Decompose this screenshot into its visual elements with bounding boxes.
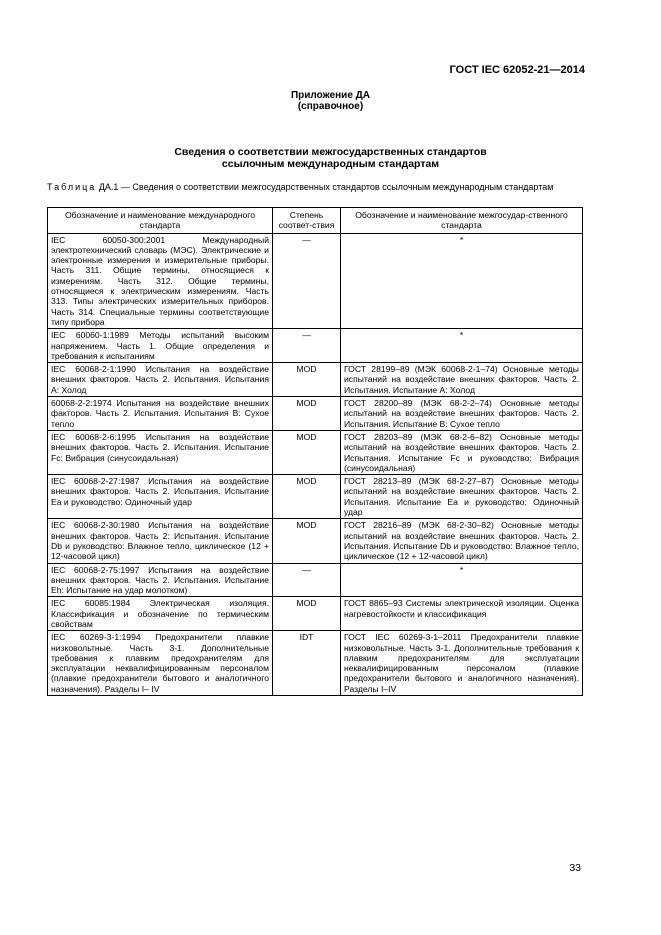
cell-international: IEC 60068-2-1:1990 Испытания на воздействие внешних факторов. Часть 2. Испытания. Испытания А: Холод	[48, 363, 273, 397]
cell-national: *	[341, 563, 583, 597]
cell-degree: MOD	[273, 430, 341, 474]
appendix-subtitle: (справочное)	[297, 101, 364, 112]
table-row	[48, 233, 583, 329]
cell-national: ГОСТ 8865–93 Системы электрической изоляции. Оценка нагревостойкости и классификация	[341, 597, 583, 631]
header-interstate-standard: Обозначение и наименование межгосудар-ственного стандарта	[341, 208, 583, 234]
table-row	[48, 631, 583, 696]
cell-national: ГОСТ 28199–89 (МЭК 60068-2-1–74) Основные методы испытаний на воздействие внешних факторов. Часть 2. Испытания. Испытание А: Холод	[341, 363, 583, 397]
table-row	[48, 329, 583, 363]
table-row	[48, 397, 583, 431]
cell-international: 60068-2-2:1974 Испытания на воздействие внешних факторов. Часть 2. Испытания. Испытания В: Сухое тепло	[48, 397, 273, 431]
cell-international: IEC 60068-2-75:1997 Испытания на воздействие внешних факторов. Часть 2. Испытания. Испытание Eh: Испытание на удар молотком)	[48, 563, 273, 597]
table-header-row	[48, 208, 583, 234]
appendix-title: Приложение ДА	[290, 90, 371, 101]
cell-degree: MOD	[273, 597, 341, 631]
cell-national: *	[341, 233, 583, 329]
table-row	[48, 519, 583, 563]
cell-degree: MOD	[273, 475, 341, 519]
section-title-line1: Сведения о соответствии межгосударственных стандартов	[174, 146, 487, 158]
table-row	[48, 363, 583, 397]
header-international-standard: Обозначение и наименование международного стандарта	[48, 208, 273, 234]
section-title-line2: ссылочным международным стандартам	[221, 158, 440, 170]
cell-international: IEC 60068-2-27:1987 Испытания на воздействие внешних факторов. Часть 2. Испытания. Испытание Ea и руководство: Одиночный удар	[48, 475, 273, 519]
cell-national: ГОСТ IEC 60269-3-1–2011 Предохранители плавкие низковольтные. Часть 3-1. Дополнительные требования к плавким предохранителям для эксплуатации неквалифицированным персоналом (плавкие предохранители бытового и аналогичного назначения). Разделы I–IV	[341, 631, 583, 696]
cell-international: IEC 60068-2-6:1995 Испытания на воздействие внешних факторов. Часть 2. Испытания. Испытание Fc: Вибрация (синусоидальная)	[48, 430, 273, 474]
cell-degree: —	[273, 233, 341, 329]
cell-international: IEC 60085:1984 Электрическая изоляция. Классификация и обозначение по термическим свойствам	[48, 597, 273, 631]
table-caption	[47, 182, 587, 192]
table-caption-label: Таблица	[47, 182, 97, 192]
section-title	[0, 146, 661, 170]
document-number: ГОСТ IEC 62052-21—2014	[449, 64, 585, 76]
standards-table	[47, 207, 583, 696]
cell-international: IEC 60060-1:1989 Методы испытаний высоким напряжением. Часть 1. Общие определения и требования к испытаниям	[48, 329, 273, 363]
cell-degree: MOD	[273, 397, 341, 431]
cell-national: ГОСТ 28203–89 (МЭК 68-2-6–82) Основные методы испытаний на воздействие внешних факторов. Часть 2. Испытания. Испытание Fc и руководство: Вибрация (синусоидальная)	[341, 430, 583, 474]
cell-national: ГОСТ 28213–89 (МЭК 68-2-27–87) Основные методы испытаний на воздействие внешних факторов. Часть 2. Испытания. Испытание Ea и руководство: Одиночный удар	[341, 475, 583, 519]
cell-national: *	[341, 329, 583, 363]
cell-degree: —	[273, 563, 341, 597]
cell-international: IEC 60269-3-1:1994 Предохранители плавкие низковольтные. Часть 3-1. Дополнительные требования к плавким предохранителям для эксплуатации неквалифицированным персоналом (плавкие предохранители бытового и аналогичного назначения). Разделы I– IV	[48, 631, 273, 696]
cell-international: IEC 60068-2-30:1980 Испытания на воздействие внешних факторов. Часть 2: Испытания. Испытание Db и руководство: Влажное тепло, циклическое (12 + 12-часовой цикл)	[48, 519, 273, 563]
appendix-heading	[0, 90, 661, 112]
cell-degree: IDT	[273, 631, 341, 696]
cell-international: IEC 60050-300:2001 Международный электротехнический словарь (МЭС). Электрические и электронные измерения и измерительные приборы. Часть 311. Общие термины, относящиеся к измерениям. Часть 312. Общие термины, относящиеся к электрическим измерениям. Часть 313. Типы электрических измерительных приборов. Часть 314. Специальные термины соответствующие типу прибора	[48, 233, 273, 329]
page-number: 33	[569, 862, 581, 874]
table-row	[48, 597, 583, 631]
cell-national: ГОСТ 28200–89 (МЭК 68-2-2–74) Основные методы испытаний на воздействие внешних факторов. Часть 2. Испытания. Испытание В: Сухое тепло	[341, 397, 583, 431]
cell-national: ГОСТ 28216–89 (МЭК 68-2-30–82) Основные методы испытаний на воздействие внешних факторов. Часть 2. Испытания. Испытание Db и руководство: Влажное тепло, циклическое (12 + 12-часовой цикл)	[341, 519, 583, 563]
header-degree-of-conformity: Степень соответ-ствия	[273, 208, 341, 234]
table-row	[48, 475, 583, 519]
table-caption-text: ДА.1 — Сведения о соответствии межгосударственных стандартов ссылочным международным стандартам	[98, 182, 554, 192]
cell-degree: —	[273, 329, 341, 363]
table-row	[48, 430, 583, 474]
cell-degree: MOD	[273, 519, 341, 563]
cell-degree: MOD	[273, 363, 341, 397]
table-row	[48, 563, 583, 597]
